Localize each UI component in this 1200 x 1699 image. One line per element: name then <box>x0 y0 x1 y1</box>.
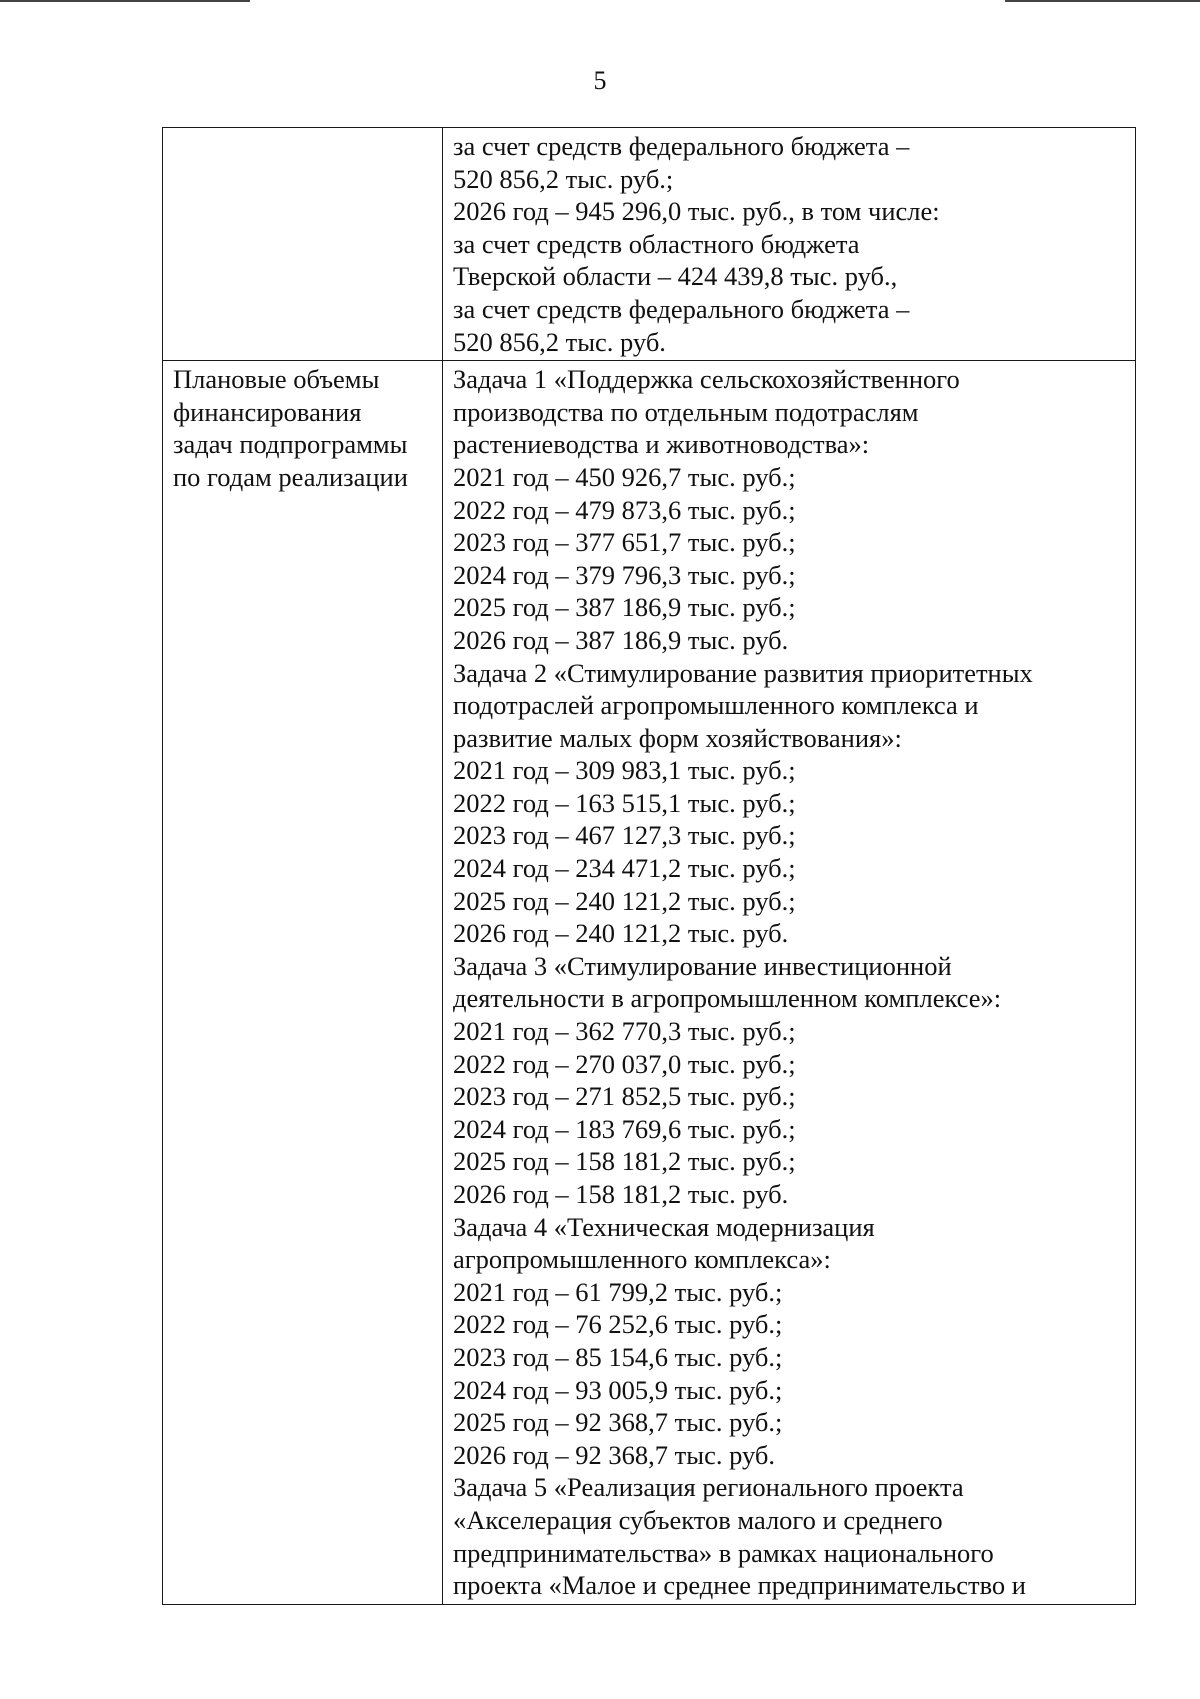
table-row-financing <box>163 361 1136 1605</box>
row-header-line: финансирования <box>173 396 362 427</box>
task-4-title-line: агропромышленного комплекса»: <box>453 1244 831 1275</box>
task-4-year-amount: 2023 год – 85 154,6 тыс. руб.; <box>453 1341 783 1372</box>
task-2-year-amount: 2021 год – 309 983,1 тыс. руб.; <box>453 755 796 786</box>
text-line: за счет средств федерального бюджета – <box>453 131 910 161</box>
cell-right-continuation <box>443 128 1136 361</box>
text-line: 520 856,2 тыс. руб.; <box>453 163 674 194</box>
task-2-year-amount: 2022 год – 163 515,1 тыс. руб.; <box>453 787 796 818</box>
task-4-year-amount: 2024 год – 93 005,9 тыс. руб.; <box>453 1374 783 1405</box>
task-3-year-amount: 2022 год – 270 037,0 тыс. руб.; <box>453 1048 796 1079</box>
task-3-year-amount: 2021 год – 362 770,3 тыс. руб.; <box>453 1016 796 1047</box>
task-2-year-amount: 2024 год – 234 471,2 тыс. руб.; <box>453 853 796 884</box>
text-line: Тверской области – 424 439,8 тыс. руб., <box>453 261 898 292</box>
task-5-title-line: предпринимательства» в рамках национального <box>453 1537 994 1568</box>
task-3-year-amount: 2024 год – 183 769,6 тыс. руб.; <box>453 1113 796 1144</box>
cell-left-empty <box>163 128 443 361</box>
task-3-year-amount: 2025 год – 158 181,2 тыс. руб.; <box>453 1146 796 1177</box>
task-4-year-amount: 2026 год – 92 368,7 тыс. руб. <box>453 1439 775 1470</box>
scan-edge-line-top-left <box>0 0 250 2</box>
page-number: 5 <box>593 66 607 95</box>
task-1-year-amount: 2024 год – 379 796,3 тыс. руб.; <box>453 559 796 590</box>
task-4-year-amount: 2025 год – 92 368,7 тыс. руб.; <box>453 1407 783 1438</box>
row-header-line: по годам реализации <box>173 461 408 492</box>
task-1-year-amount: 2023 год – 377 651,7 тыс. руб.; <box>453 527 796 558</box>
text-line: 2026 год – 945 296,0 тыс. руб., в том числе: <box>453 196 940 227</box>
task-5-title-line: проекта «Малое и среднее предпринимательство и <box>453 1570 1026 1601</box>
text-line: за счет средств федерального бюджета – <box>453 293 910 324</box>
task-1-year-amount: 2021 год – 450 926,7 тыс. руб.; <box>453 461 796 492</box>
task-2-year-amount: 2025 год – 240 121,2 тыс. руб.; <box>453 885 796 916</box>
scan-edge-line-top-right <box>1005 0 1200 2</box>
cell-financing-details <box>443 361 1136 1605</box>
task-5-title-line: «Акселерация субъектов малого и среднего <box>453 1504 943 1535</box>
task-2-title-line: Задача 2 «Стимулирование развития приоритетных <box>453 657 1033 688</box>
task-2-title-line: подотраслей агропромышленного комплекса и <box>453 690 979 721</box>
task-3-title-line: Задача 3 «Стимулирование инвестиционной <box>453 950 952 981</box>
task-1-year-amount: 2026 год – 387 186,9 тыс. руб. <box>453 624 789 655</box>
program-table <box>162 127 1136 1605</box>
task-1-title-line: Задача 1 «Поддержка сельскохозяйственного <box>453 364 960 395</box>
task-3-year-amount: 2023 год – 271 852,5 тыс. руб.; <box>453 1081 796 1112</box>
task-5-title-line: Задача 5 «Реализация регионального проекта <box>453 1472 964 1503</box>
task-3-title-line: деятельности в агропромышленном комплексе»: <box>453 983 1002 1014</box>
task-3-year-amount: 2026 год – 158 181,2 тыс. руб. <box>453 1179 789 1209</box>
task-2-year-amount: 2023 год – 467 127,3 тыс. руб.; <box>453 820 796 851</box>
cell-row-header <box>163 361 443 1605</box>
task-1-year-amount: 2022 год – 479 873,6 тыс. руб.; <box>453 494 796 525</box>
table-row-continuation <box>163 128 1136 361</box>
text-line: 520 856,2 тыс. руб. <box>453 326 666 357</box>
text-line: за счет средств областного бюджета <box>453 228 860 259</box>
task-4-title-line: Задача 4 «Техническая модернизация <box>453 1211 875 1242</box>
task-2-title-line: развитие малых форм хозяйствования»: <box>453 722 902 753</box>
task-4-year-amount: 2021 год – 61 799,2 тыс. руб.; <box>453 1276 783 1307</box>
row-header-line: Плановые объемы <box>173 364 380 395</box>
row-header-line: задач подпрограммы <box>173 429 408 460</box>
task-4-year-amount: 2022 год – 76 252,6 тыс. руб.; <box>453 1309 783 1340</box>
task-1-title-line: производства по отдельным подотраслям <box>453 396 919 427</box>
task-1-title-line: растениеводства и животноводства»: <box>453 429 870 460</box>
task-1-year-amount: 2025 год – 387 186,9 тыс. руб.; <box>453 592 796 623</box>
task-2-year-amount: 2026 год – 240 121,2 тыс. руб. <box>453 918 789 949</box>
